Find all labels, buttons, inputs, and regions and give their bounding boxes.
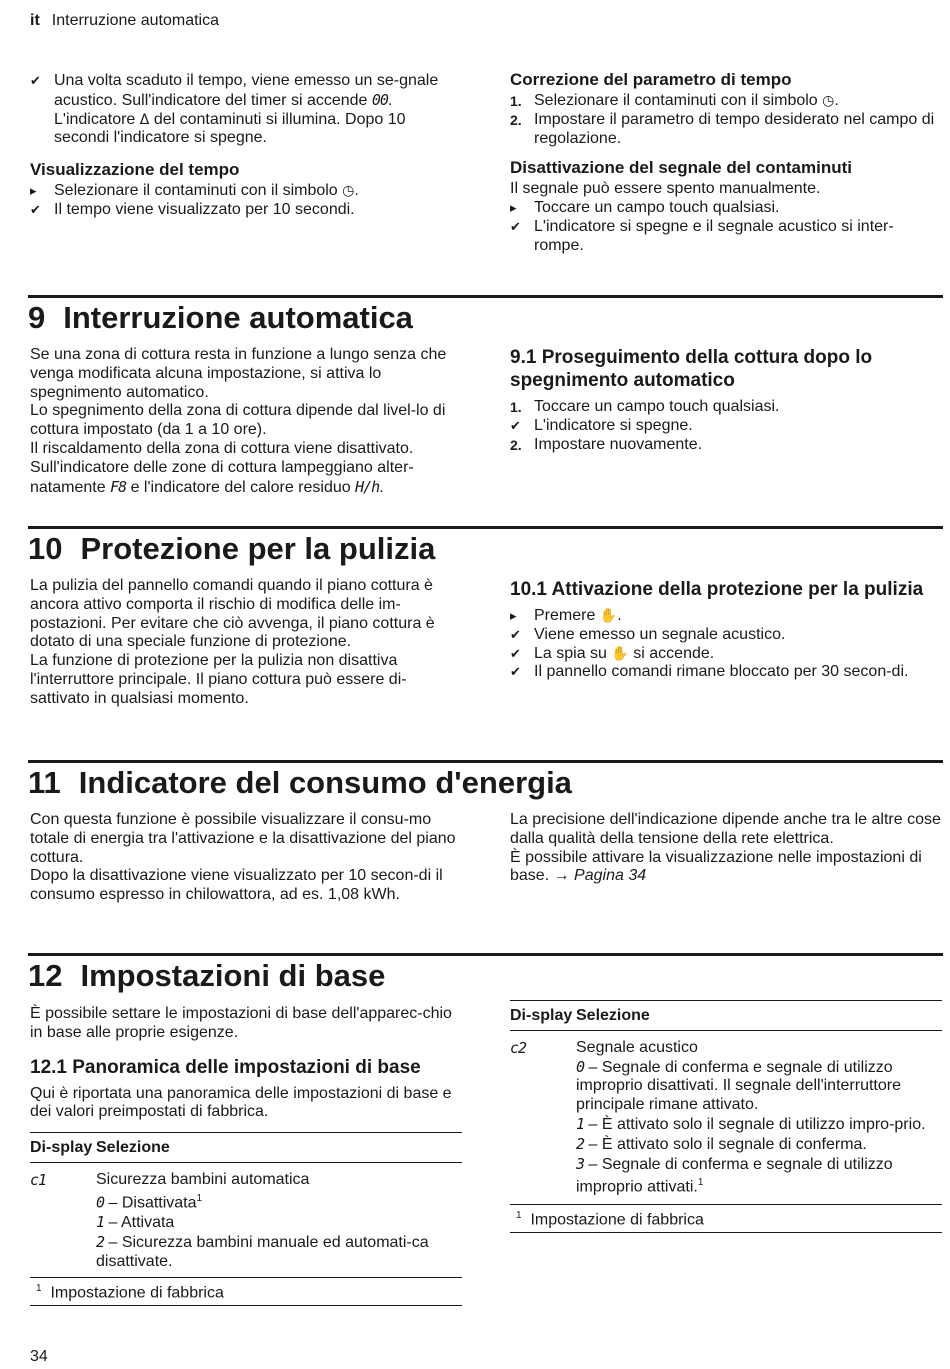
hand-icon: ✋	[611, 645, 629, 662]
numbered-step: 1. Toccare un campo touch qualsiasi.	[510, 398, 780, 415]
section-10-text: La pulizia del pannello comandi quando il piano cottura è ancora attivo comporta il rischio di modifica delle im-postazioni. Per evitare che ciò avvenga, il piano cottura è dotato di una speciale funzione di protezione. La funzione di protezione per la pulizia non disattiva l'interruttore principale. Il piano cottura può essere di-sattivato in qualsiasi momento.	[30, 577, 435, 707]
section-11-heading: 11 Indicatore del consumo d'energia	[28, 765, 572, 800]
numbered-step: 2. Impostare nuovamente.	[510, 435, 703, 453]
section-11-right-text: La precisione dell'indicazione dipende anche tra le altre cose dalla qualità della tensione della rete elettrica. È possibile attivare la visualizzazione nelle impostazioni di base. → Pagina 34	[510, 811, 941, 885]
paragraph: Il segnale può essere spento manualmente.	[510, 180, 821, 198]
subsection-10-1-heading: 10.1 Attivazione della protezione per la pulizia	[510, 579, 924, 600]
subsection-9-1-heading: 9.1 Proseguimento della cottura dopo lo spegnimento automatico	[510, 347, 873, 391]
table-footnote: $^1$ Impostazione di fabbrica	[510, 1204, 942, 1233]
arrow-icon: ▸	[510, 608, 517, 623]
header-title: Interruzione automatica	[51, 12, 219, 29]
settings-table-left	[30, 1132, 462, 1271]
check-icon: ✔	[510, 664, 521, 680]
section-9-heading: 9 Interruzione automatica	[28, 300, 413, 335]
subheading-time-correction: Correzione del parametro di tempo	[510, 70, 792, 89]
table-header-row	[510, 1001, 942, 1031]
arrow-icon: ▸	[510, 200, 517, 216]
hand-icon: ✋	[599, 608, 618, 624]
footnote-marker: 1	[196, 1192, 203, 1204]
top-left-column	[30, 72, 462, 220]
section-12-left: È possibile settare le impostazioni di base dell'apparec-chio in base alle proprie esigenze. 12.1 Panoramica delle impostazioni di base Qui è riportata una panoramica delle impostazioni di base e dei valori preimpostati di fabbrica. Di-splay Selezione c1 Sicurezza bambini automatica 0 – Disattivata$^1$ 1 – Attivata 2 – Sicurezza bambini manuale ed automati-ca disattivate. $^1$ Impostazione di fabbrica	[30, 1005, 462, 1306]
timer-display-symbol: 00	[371, 90, 388, 109]
check-icon: ✔	[30, 73, 41, 88]
section-10-heading: 10 Protezione per la pulizia	[28, 531, 436, 566]
arrow-icon: ▸	[30, 183, 37, 199]
section-divider	[28, 295, 943, 298]
page-number: 34	[30, 1348, 48, 1365]
f8-display-symbol: F8	[110, 477, 127, 496]
column-header-selection: Selezione	[576, 1001, 942, 1031]
language-code: it	[30, 12, 40, 29]
subheading-time-display: Visualizzazione del tempo	[30, 160, 240, 180]
section-9-1	[510, 346, 942, 454]
top-right-column	[510, 70, 942, 256]
check-icon: ✔	[510, 218, 521, 234]
residual-heat-symbol: H/h	[355, 477, 380, 496]
check-icon: ✔	[510, 626, 521, 642]
arrow-right-icon: →	[553, 867, 570, 885]
bell-icon: Δ	[139, 111, 150, 128]
display-code: c2	[510, 1038, 527, 1057]
result-item: ✔ L'indicatore si spegne e il segnale acustico si inter-rompe.	[510, 217, 894, 254]
section-12-right	[510, 1000, 942, 1233]
table-row: c2 Segnale acustico 0 – Segnale di conferma e segnale di utilizzo improprio disattivati. Il segnale dell'interruttore principale rimane attivato. 1 – È attivato solo il segnale di utilizzo impro-prio. 2 – È attivato solo il segnale di conferma. 3 – Segnale di conferma e segnale di utilizzo improprio attivati.$^1$	[510, 1038, 926, 1196]
table-row: c1 Sicurezza bambini automatica 0 – Disattivata$^1$ 1 – Attivata 2 – Sicurezza bambini manuale ed automati-ca disattivate.	[30, 1170, 429, 1270]
running-header	[30, 12, 219, 31]
section-11-left-text: Con questa funzione è possibile visualizzare il consu-mo totale di energia tra l'attivazione e la disattivazione del piano cottura. Dopo la disattivazione viene visualizzato per 10 secon-di il consumo espresso in chilowattora, ad es. 1,08 kWh.	[30, 811, 456, 904]
section-divider	[28, 526, 943, 529]
section-10-1	[510, 578, 942, 682]
result-item: ✔ Il tempo viene visualizzato per 10 secondi.	[30, 200, 355, 218]
column-header-display: Di-splay	[30, 1133, 96, 1163]
section-9-text: Se una zona di cottura resta in funzione a lungo senza che venga modificata alcuna impostazione, si attiva lo spegnimento automatico. Lo spegnimento della zona di cottura dipende dal livel-lo di cottura impostato (da 1 a 10 ore). Il riscaldamento della zona di cottura viene disattivato. Sull'indicatore delle zone di cottura lampeggiano alter-natamente F8 e l'indicatore del calore residuo H/h.	[30, 346, 447, 496]
display-code: c1	[30, 1170, 47, 1189]
clock-icon: ◷	[822, 93, 835, 109]
numbered-step: 1. Selezionare il contaminuti con il simbolo ◷.	[510, 92, 839, 109]
numbered-step: 2. Impostare il parametro di tempo desiderato nel campo di regolazione.	[510, 110, 935, 147]
column-header-display: Di-splay	[510, 1001, 576, 1031]
section-divider	[28, 953, 943, 956]
settings-table-right	[510, 1000, 942, 1198]
result-item: ✔ L'indicatore si spegne.	[510, 416, 693, 434]
table-header-row	[30, 1133, 462, 1163]
page-reference-link[interactable]: Pagina 34	[574, 867, 647, 885]
step-item: ▸ Premere ✋.	[510, 607, 622, 624]
result-item: ✔ Il pannello comandi rimane bloccato per 30 secon-di.	[510, 663, 909, 681]
section-12-heading: 12 Impostazioni di base	[28, 958, 386, 993]
table-footnote: $^1$ Impostazione di fabbrica	[30, 1277, 462, 1306]
check-icon: ✔	[510, 417, 521, 433]
column-header-selection: Selezione	[96, 1133, 462, 1163]
result-item: ✔ La spia su ✋ si accende.	[510, 644, 715, 662]
check-icon: ✔	[510, 645, 521, 661]
step-item: ▸ Toccare un campo touch qualsiasi.	[510, 199, 780, 217]
footnote-marker: 1	[697, 1177, 704, 1189]
result-item: ✔ Viene emesso un segnale acustico.	[510, 625, 786, 643]
check-icon: ✔	[30, 201, 41, 217]
subheading-signal-off: Disattivazione del segnale del contaminuti	[510, 158, 852, 178]
clock-icon: ◷	[342, 183, 355, 200]
subsection-12-1-heading: 12.1 Panoramica delle impostazioni di base	[30, 1056, 421, 1078]
section-divider	[28, 760, 943, 763]
step-item: ▸ Selezionare il contaminuti con il simbolo ◷.	[30, 182, 359, 200]
result-item: ✔ Una volta scaduto il tempo, viene emesso un se-gnale acustico. Sull'indicatore del timer si accende 00. L'indicatore Δ del contaminuti si illumina. Dopo 10 secondi l'indicatore si spegne.	[30, 72, 439, 147]
